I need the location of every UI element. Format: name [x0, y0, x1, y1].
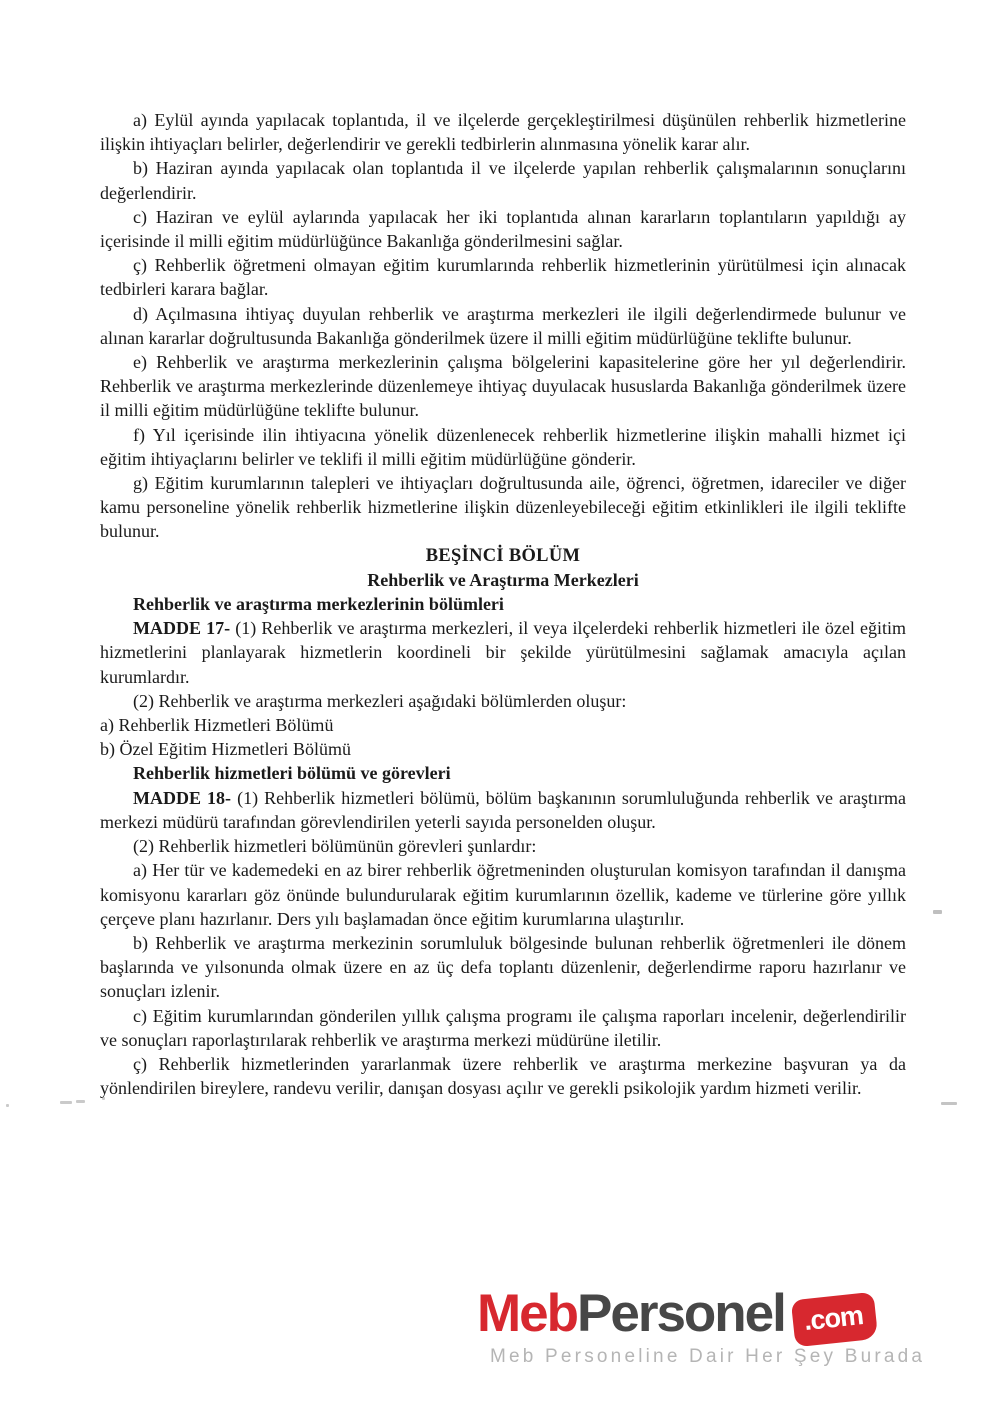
paragraph: d) Açılmasına ihtiyaç duyulan rehberlik ve araştırma merkezleri ile ilgili değerlendirmede bulunur ve alınan kararlar doğrultusunda Bakanlığa gönderilmek üzere il milli eğitim müdürlüğüne teklifte bulunur. — [100, 303, 906, 348]
paragraph: b) Haziran ayında yapılacak olan toplantıda il ve ilçelerde yapılan rehberlik çalışmalarının sonuçlarını değerlendirir. — [100, 158, 906, 203]
scan-artifact — [76, 1100, 85, 1103]
paragraph: f) Yıl içerisinde ilin ihtiyacına yönelik düzenlenecek rehberlik hizmetlerine ilişkin mahalli hizmet içi eğitim ihtiyaçlarını belirler ve teklifi il milli eğitim müdürlüğüne gönderir. — [100, 424, 906, 469]
paragraph: (2) Rehberlik hizmetleri bölümünün görevleri şunlardır: — [133, 836, 537, 857]
section-heading: Rehberlik hizmetleri bölümü ve görevleri — [133, 763, 451, 784]
scan-artifact — [933, 910, 942, 914]
article-number: MADDE 17- — [133, 618, 231, 639]
paragraph: a) Eylül ayında yapılacak toplantıda, il ve ilçelerde gerçekleştirilmesi düşünülen rehberlik hizmetlerine ilişkin ihtiyaçları belirler, değerlendirir ve gerekli tedbirlerin alınmasına yönelik karar alır. — [100, 110, 906, 155]
section-heading: Rehberlik ve araştırma merkezlerinin bölümleri — [133, 594, 504, 615]
mebpersonel-logo — [477, 1284, 926, 1368]
paragraph: a) Her tür ve kademedeki en az birer rehberlik öğretmeninden oluşturulan komisyon tarafından il danışma komisyonu kararları göz önünde bulundurularak eğitim kurumlarının özellik, kademe ve türlerine göre yıllık çerçeve planı hazırlanır. Ders yılı başlamadan önce eğitim kurumlarına ulaştırılır. — [100, 860, 906, 929]
paragraph: ç) Rehberlik öğretmeni olmayan eğitim kurumlarında rehberlik hizmetlerinin yürütülmesi için alınacak tedbirleri karara bağlar. — [100, 255, 906, 300]
chapter-subtitle: Rehberlik ve Araştırma Merkezleri — [367, 569, 639, 590]
paragraph: c) Haziran ve eylül aylarında yapılacak her iki toplantıda alınan kararların toplantıların yapıldığı ay içerisinde il milli eğitim müdürlüğünce Bakanlığa gönderilmesini sağlar. — [100, 206, 906, 252]
scan-artifact — [60, 1101, 72, 1104]
paragraph: c) Eğitim kurumlarından gönderilen yıllık çalışma programı ile çalışma raporları incelenir, değerlendirilir ve sonuçları raporlaştırılarak rehberlik ve araştırma merkezi müdürüne iletilir. — [100, 1005, 906, 1050]
paragraph: ç) Rehberlik hizmetlerinden yararlanmak üzere rehberlik ve araştırma merkezine başvuran ya da yönlendirilen bireylere, randevu verilir, danışan dosyası açılır ve gerekli psikolojik yardım hizmeti verilir. — [100, 1053, 906, 1099]
logo-com-badge: .com — [791, 1292, 878, 1347]
logo-personel-text: Personel — [577, 1284, 785, 1343]
paragraph: MADDE 18- (1) Rehberlik hizmetleri bölümü, bölüm başkanının sorumluluğunda rehberlik ve araştırma merkezi müdürü tarafından görevlendirilen yeterli sayıda personelden oluşur. — [100, 787, 906, 832]
scan-artifact — [6, 1104, 9, 1107]
paragraph: MADDE 17- (1) Rehberlik ve araştırma merkezleri, il veya ilçelerdeki rehberlik hizmetleri ile özel eğitim hizmetlerini planlayarak hizmetlerin koordineli bir şekilde yürütülmesini sağlamak amacıyla açılan kurumlardır. — [100, 618, 906, 687]
paragraph: (2) Rehberlik ve araştırma merkezleri aşağıdaki bölümlerden oluşur: — [133, 690, 627, 711]
paragraph: b) Rehberlik ve araştırma merkezinin sorumluluk bölgesinde bulunan rehberlik öğretmenleri ile dönem başlarında ve yılsonunda olmak üzere en az üç defa toplantı düzenlenir, değerlendirme raporu hazırlanır ve sonuçları izlenir. — [100, 932, 906, 1002]
scan-artifact — [102, 1097, 105, 1100]
chapter-title: BEŞİNCİ BÖLÜM — [425, 545, 581, 566]
logo-meb-text: Meb — [477, 1284, 577, 1343]
scan-artifact — [941, 1102, 957, 1105]
logo-tagline: Meb Personeline Dair Her Şey Burada — [490, 1346, 926, 1367]
paragraph: e) Rehberlik ve araştırma merkezlerinin çalışma bölgelerini kapasitelerine göre her yıl değerlendirir. Rehberlik ve araştırma merkezlerinde düzenlemeye ihtiyaç duyulacak hususlarda Bakanlığa gönderilmek üzere il milli eğitim müdürlüğüne teklifte bulunur. — [100, 352, 906, 421]
paragraph: g) Eğitim kurumlarının talepleri ve ihtiyaçları doğrultusunda aile, öğrenci, öğretmen, idareciler ve diğer kamu personeline yönelik rehberlik hizmetlerine ilişkin düzenleyebileceği eğitim etkinlikleri ile ilgili teklifte bulunur. — [100, 473, 906, 542]
logo-wordmark — [477, 1284, 925, 1343]
list-item: a) Rehberlik Hizmetleri Bölümü — [100, 715, 334, 736]
article-number: MADDE 18- — [133, 787, 232, 808]
list-item: b) Özel Eğitim Hizmetleri Bölümü — [100, 739, 351, 760]
document-body — [100, 108, 906, 1100]
